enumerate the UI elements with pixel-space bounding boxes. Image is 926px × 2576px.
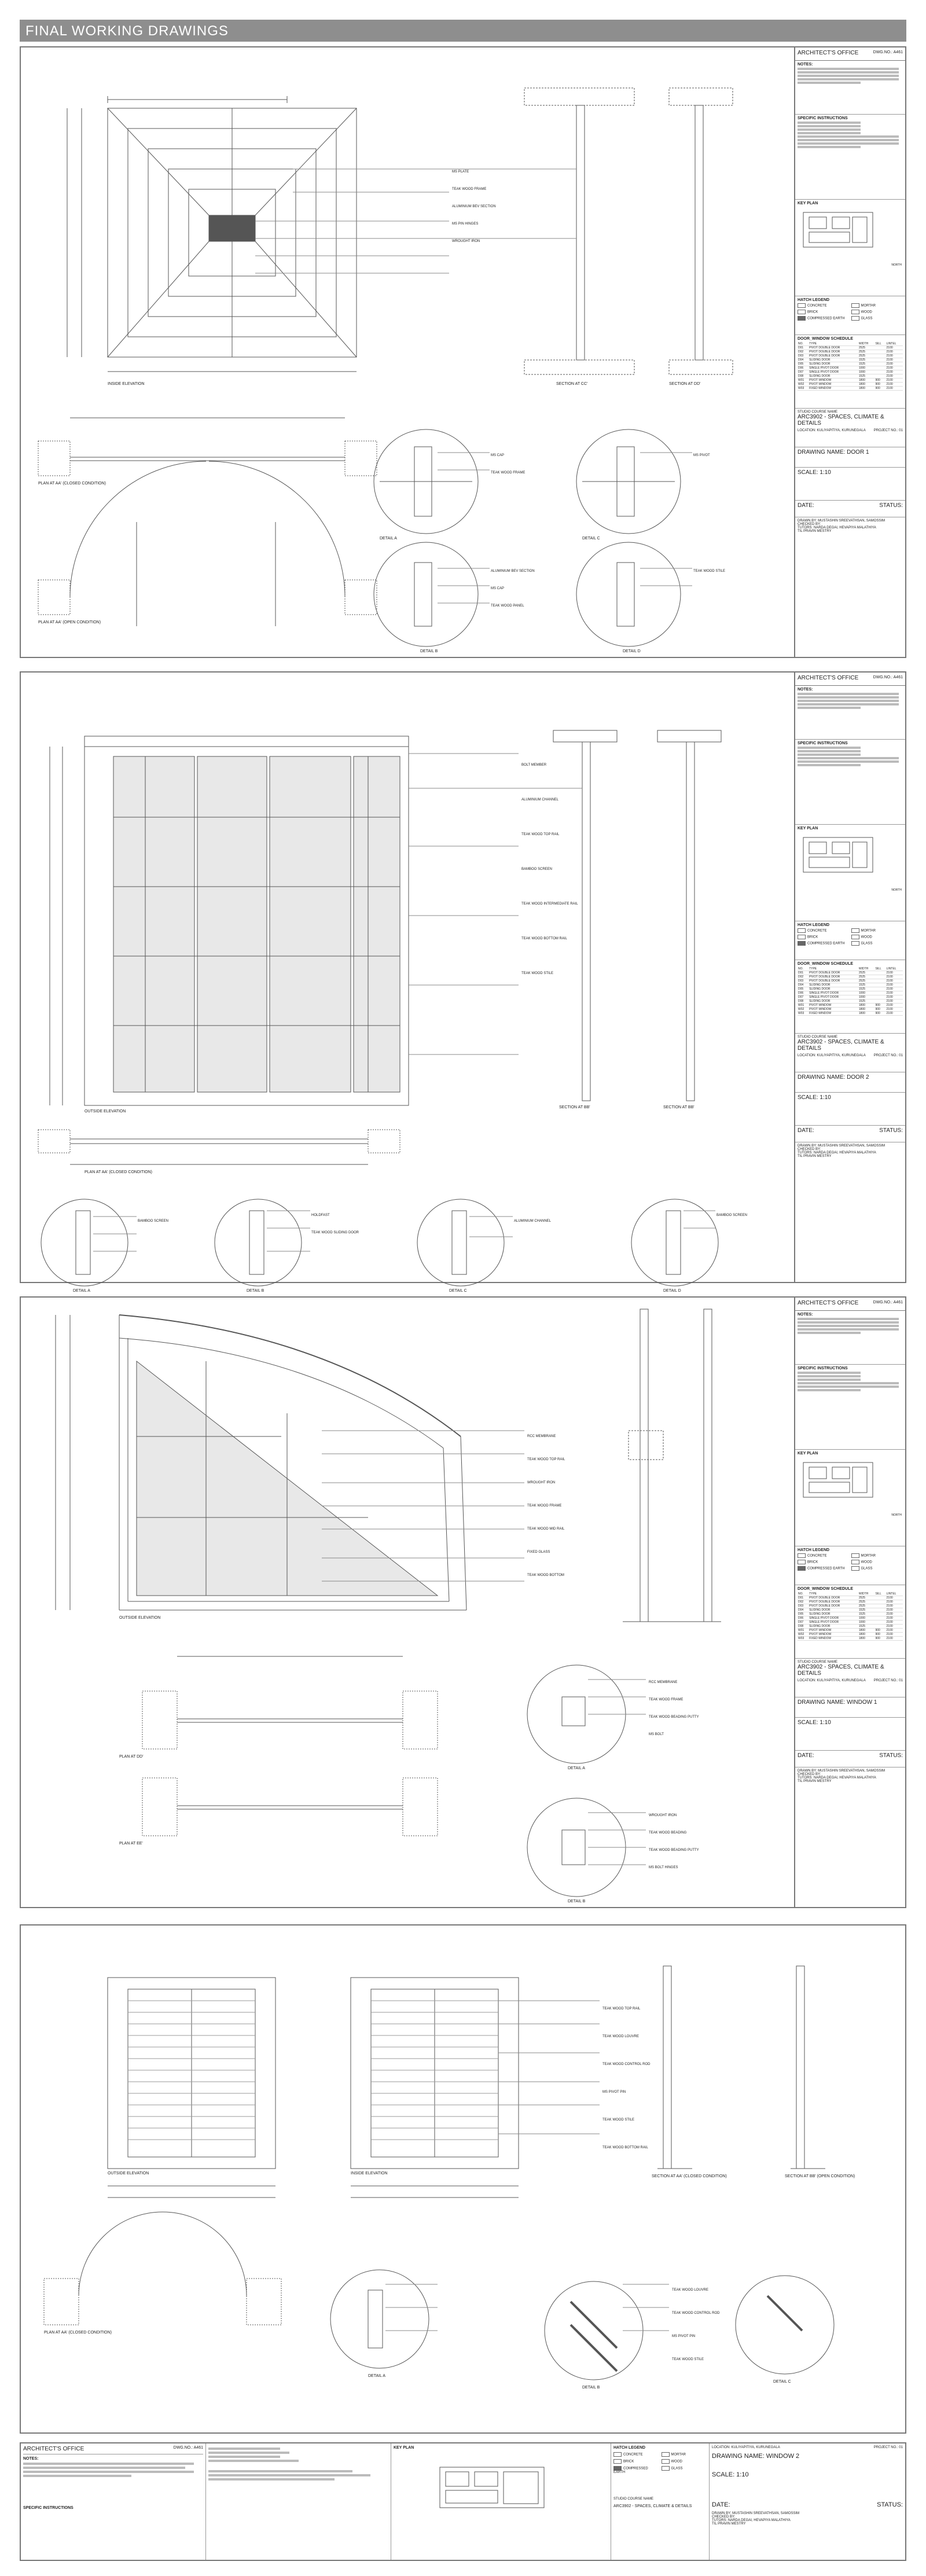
instructions-heading: SPECIFIC INSTRUCTIONS [798, 1366, 848, 1370]
tutors: TUTORS: NARDA DEGAI, HEVAPIYA MALATHIYA [798, 1151, 876, 1155]
section-bb-2 [686, 742, 694, 1101]
hatch-item: GLASS [851, 941, 903, 946]
date-label: DATE: [798, 502, 814, 509]
dwg-no: DWG.NO.: A461 [173, 2446, 203, 2450]
hatch-item: WOOD [851, 310, 903, 314]
key-plan-drawing [798, 832, 884, 878]
course-name: ARC3902 - SPACES, CLIMATE & DETAILS [798, 1039, 884, 1052]
office-name: ARCHITECT'S OFFICE [798, 1300, 859, 1306]
date-label: DATE: [798, 1127, 814, 1134]
drawing-name: DRAWING NAME: DOOR 2 [798, 1074, 869, 1081]
table-row: D06 SINGLE PIVOT DOOR 1000 2100 [798, 1616, 903, 1620]
schedule-table: NO. TYPE WIDTH SILL LINTEL D01 PIVOT DOUBLE DOOR 2525 2100 D02 PIVOT DOUBLE DOOR 2525 2100 D03 PIVOT DOUBLE DOOR 2525 2100 D04 SLIDING DOOR 1525 2100 D05 SLIDING DOOR 1525 2100 D06 SINGLE PIVOT DOOR 1000 2100 D07 SINGLE PIVOT DOOR 1000 2100 D08 SLIDING DOOR 1525 2100 W01 PIVOT WINDOW 1800 900 2100 W02 PIVOT WINDOW 1800 900 2100 W03 FIXED WINDOW 1800 900 2100 [798, 967, 903, 1016]
callouts-elevation [521, 748, 579, 991]
callout: ALUMINIUM CHANNEL [521, 798, 559, 802]
callout: WROUGHT IRON [527, 1481, 556, 1484]
office-name: ARCHITECT'S OFFICE [23, 2446, 84, 2452]
view-label-plan-closed: PLAN AT AA' (CLOSED CONDITION) [38, 482, 106, 486]
view-label-detail-b: DETAIL B [568, 1899, 586, 1903]
table-row: D07 SINGLE PIVOT DOOR 1000 2100 [798, 1620, 903, 1625]
dwg-no: DWG.NO.: A461 [873, 50, 903, 54]
course-name: ARC3902 - SPACES, CLIMATE & DETAILS [798, 414, 884, 427]
table-row: W02 PIVOT WINDOW 1800 900 2100 [798, 1633, 903, 1637]
tutors-2: TIL PRAVIN MESTRY [798, 1780, 832, 1783]
date-label: DATE: [712, 2501, 730, 2508]
table-row: D03 PIVOT DOUBLE DOOR 2525 2100 [798, 1604, 903, 1608]
view-label-plan-open: PLAN AT AA' (OPEN CONDITION) [38, 620, 101, 624]
table-row: D01 PIVOT DOUBLE DOOR 2525 2100 [798, 971, 903, 975]
callout: TEAK WOOD FRAME [491, 471, 526, 475]
hatch-legend-heading: HATCH LEGEND [798, 298, 830, 302]
table-row: D07 SINGLE PIVOT DOOR 1000 2100 [798, 995, 903, 999]
callout: TEAK WOOD TOP RAIL [527, 1458, 565, 1461]
table-row: D03 PIVOT DOUBLE DOOR 2525 2100 [798, 354, 903, 358]
table-row: W03 FIXED WINDOW 1800 900 2100 [798, 387, 903, 391]
drawn-by: DRAWN BY: MUSTASHIN SREEVATHSAN, SAMOSSIM [712, 2512, 800, 2515]
drawing-area [21, 673, 796, 1284]
scale: SCALE: 1:10 [712, 2471, 749, 2478]
callout: TEAK WOOD PANEL [491, 604, 524, 608]
callouts-detail-c [514, 1212, 572, 1230]
view-label-outside-elevation: OUTSIDE ELEVATION [119, 1616, 161, 1620]
schedule-table: NO. TYPE WIDTH SILL LINTEL D01 PIVOT DOUBLE DOOR 2525 2100 D02 PIVOT DOUBLE DOOR 2525 2100 D03 PIVOT DOUBLE DOOR 2525 2100 D04 SLIDING DOOR 1525 2100 D05 SLIDING DOOR 1525 2100 D06 SINGLE PIVOT DOOR 1000 2100 D07 SINGLE PIVOT DOOR 1000 2100 D08 SLIDING DOOR 1525 2100 W01 PIVOT WINDOW 1800 900 2100 W02 PIVOT WINDOW 1800 900 2100 W03 FIXED WINDOW 1800 900 2100 [798, 1592, 903, 1641]
drawing-name: DRAWING NAME: DOOR 1 [798, 449, 869, 455]
table-row: W01 PIVOT WINDOW 1800 900 2100 [798, 379, 903, 383]
dwg-no: DWG.NO.: A461 [873, 1300, 903, 1304]
key-plan-drawing [798, 207, 884, 253]
scale: SCALE: 1:10 [798, 1719, 831, 1726]
table-row: D05 SLIDING DOOR 1525 2100 [798, 1612, 903, 1616]
tutors-2: TIL PRAVIN MESTRY [712, 2522, 746, 2526]
location: LOCATION: KULIYAPITIYA, KURUNEGALA [798, 1679, 866, 1682]
view-label-plan-closed: PLAN AT AA' (CLOSED CONDITION) [84, 1170, 152, 1174]
title-block [794, 1298, 905, 1907]
view-label-detail-a: DETAIL A [73, 1289, 90, 1293]
location: LOCATION: KULIYAPITIYA, KURUNEGALA [712, 2446, 780, 2449]
callout: ALUMINIUM CHANNEL [514, 1219, 552, 1223]
drawn-by: DRAWN BY: MUSTASHIN SREEVATHSAN, SAMOSSIM [798, 1144, 885, 1148]
callouts-detail-a [491, 447, 549, 482]
hatch-item: COMPRESSED EARTH [798, 316, 850, 321]
callout: TEAK WOOD CONTROL ROD [602, 2063, 651, 2066]
table-row: W03 FIXED WINDOW 1800 900 2100 [798, 1012, 903, 1016]
callouts-detail-b [311, 1207, 369, 1241]
hatch-item: CONCRETE [613, 2452, 659, 2457]
drawing-name: DRAWING NAME: WINDOW 1 [798, 1699, 877, 1706]
view-label-detail-c: DETAIL C [449, 1289, 467, 1293]
table-row: D04 SLIDING DOOR 1525 2100 [798, 1608, 903, 1612]
callout: ALUMINIUM BEV SECTION [491, 569, 535, 573]
callouts-detail-c [693, 447, 751, 464]
hatch-item: WOOD [851, 935, 903, 939]
status-label: STATUS: [879, 502, 903, 509]
notes-heading: NOTES: [798, 688, 813, 692]
table-row: D08 SLIDING DOOR 1525 2100 [798, 374, 903, 379]
view-label-outside-elevation: OUTSIDE ELEVATION [108, 2171, 149, 2176]
callout: TEAK WOOD LOUVRE [672, 2288, 709, 2292]
view-label-detail-c: DETAIL C [773, 2380, 791, 2384]
callouts-detail-d [693, 563, 751, 580]
drawing-area [21, 47, 796, 659]
view-label-detail-b: DETAIL B [420, 649, 438, 653]
callout: TEAK WOOD MID RAIL [527, 1527, 565, 1531]
callout: MS CAP [491, 454, 505, 457]
table-row: W01 PIVOT WINDOW 1800 900 2100 [798, 1004, 903, 1008]
drawn-by: DRAWN BY: MUSTASHIN SREEVATHSAN, SAMOSSIM [798, 1769, 885, 1773]
hatch-item: CONCRETE [798, 1553, 850, 1558]
location: LOCATION: KULIYAPITIYA, KURUNEGALA [798, 1054, 866, 1057]
view-label-detail-d: DETAIL D [663, 1289, 681, 1293]
table-row: D06 SINGLE PIVOT DOOR 1000 2100 [798, 366, 903, 370]
course-name: ARC3902 - SPACES, CLIMATE & DETAILS [798, 1664, 884, 1677]
project-no: PROJECT NO.: 01 [873, 1054, 903, 1057]
view-label-detail-a: DETAIL A [568, 1766, 585, 1770]
hatch-item: GLASS [662, 2466, 707, 2474]
callout: TEAK WOOD BEADING PUTTY [649, 1715, 699, 1719]
page-banner [20, 20, 906, 42]
notes-heading: NOTES: [798, 1313, 813, 1317]
project-no: PROJECT NO.: 01 [873, 429, 903, 432]
view-label-detail-a: DETAIL A [368, 2374, 385, 2378]
callout: MS CAP [491, 587, 505, 590]
callout: TEAK WOOD INTERMEDIATE RAIL [521, 902, 578, 906]
status-label: STATUS: [879, 1752, 903, 1759]
callout: BAMBOO SCREEN [521, 868, 553, 871]
callout: MS BOLT HINGES [649, 1866, 678, 1869]
location: LOCATION: KULIYAPITIYA, KURUNEGALA [798, 429, 866, 432]
table-row: D02 PIVOT DOUBLE DOOR 2525 2100 [798, 350, 903, 354]
drawing-name: DRAWING NAME: WINDOW 2 [712, 2453, 800, 2460]
detail-c [417, 1199, 504, 1286]
dwg-no: DWG.NO.: A461 [873, 675, 903, 679]
table-row: D08 SLIDING DOOR 1525 2100 [798, 1625, 903, 1629]
hatch-item: BRICK [613, 2459, 659, 2464]
table-row: W02 PIVOT WINDOW 1800 900 2100 [798, 383, 903, 387]
schedule-heading: DOOR_WINDOW SCHEDULE [798, 1587, 854, 1591]
hatch-item: COMPRESSED EARTH [798, 1566, 850, 1571]
instructions-heading: SPECIFIC INSTRUCTIONS [798, 741, 848, 745]
callouts-detail-b [649, 1807, 718, 1876]
status-label: STATUS: [877, 2501, 903, 2508]
callout: MS PLATE [452, 170, 469, 174]
hatch-item: MORTAR [851, 928, 903, 933]
tutors: TUTORS: NARDA DEGAI, HEVAPIYA MALATHIYA [798, 1776, 876, 1780]
callout: MS PIN HINGES [452, 222, 479, 226]
table-row: D07 SINGLE PIVOT DOOR 1000 2100 [798, 370, 903, 374]
drawn-by: DRAWN BY: MUSTASHIN SREEVATHSAN, SAMOSSIM [798, 519, 885, 523]
view-label-detail-b: DETAIL B [582, 2386, 600, 2390]
tutors-2: TIL PRAVIN MESTRY [798, 1155, 832, 1158]
schedule-heading: DOOR_WINDOW SCHEDULE [798, 337, 854, 341]
callout: TEAK WOOD SLIDING DOOR [311, 1231, 359, 1234]
table-row: D06 SINGLE PIVOT DOOR 1000 2100 [798, 991, 903, 995]
view-label-inside-elevation: INSIDE ELEVATION [351, 2171, 388, 2176]
key-plan-heading: KEY PLAN [394, 2446, 414, 2450]
callouts-detail-a [649, 1674, 718, 1743]
callout: HOLDFAST [311, 1214, 330, 1217]
table-row: D05 SLIDING DOOR 1525 2100 [798, 362, 903, 366]
sheet-3 [20, 1296, 906, 1908]
key-plan-drawing [798, 1457, 884, 1503]
hatch-item: MORTAR [851, 303, 903, 308]
drawing-area [21, 1925, 905, 2435]
hatch-item: BRICK [798, 310, 850, 314]
north-arrow: NORTH [891, 1513, 902, 1517]
view-label-detail-c: DETAIL C [582, 536, 600, 541]
callout: TEAK WOOD FRAME [527, 1504, 562, 1508]
north-arrow: NORTH [891, 888, 902, 892]
project-no: PROJECT NO.: 01 [873, 1679, 903, 1682]
sheet-1 [20, 46, 906, 658]
callouts-detail-b [672, 2279, 736, 2371]
course-name: ARC3902 - SPACES, CLIMATE & DETAILS [613, 2504, 692, 2508]
table-row: D02 PIVOT DOUBLE DOOR 2525 2100 [798, 1600, 903, 1604]
callout: TEAK WOOD BOTTOM RAIL [602, 2146, 648, 2149]
table-row: D05 SLIDING DOOR 1525 2100 [798, 987, 903, 991]
scale: SCALE: 1:10 [798, 469, 831, 476]
schedule-table: NO. TYPE WIDTH SILL LINTEL D01 PIVOT DOUBLE DOOR 2525 2100 D02 PIVOT DOUBLE DOOR 2525 2100 D03 PIVOT DOUBLE DOOR 2525 2100 D04 SLIDING DOOR 1525 2100 D05 SLIDING DOOR 1525 2100 D06 SINGLE PIVOT DOOR 1000 2100 D07 SINGLE PIVOT DOOR 1000 2100 D08 SLIDING DOOR 1525 2100 W01 PIVOT WINDOW 1800 900 2100 W02 PIVOT WINDOW 1800 900 2100 W03 FIXED WINDOW 1800 900 2100 [798, 342, 903, 391]
view-label-plan-ee: PLAN AT EE' [119, 1842, 143, 1846]
key-plan-heading: KEY PLAN [798, 826, 818, 831]
callout: TEAK WOOD BOTTOM RAIL [521, 937, 567, 940]
tutors-2: TIL PRAVIN MESTRY [798, 530, 832, 533]
hatch-item: WOOD [851, 1560, 903, 1564]
callout: TEAK WOOD BOTTOM [527, 1574, 564, 1577]
detail-c [736, 2276, 834, 2374]
table-row: D02 PIVOT DOUBLE DOOR 2525 2100 [798, 975, 903, 979]
callouts-detail-d [716, 1207, 769, 1224]
view-label-section-cc: SECTION AT CC' [556, 382, 588, 386]
callout: ALUMINIUM BEV SECTION [452, 205, 496, 208]
office-name: ARCHITECT'S OFFICE [798, 50, 859, 56]
callout: TEAK WOOD TOP RAIL [521, 833, 560, 836]
hatch-item: MORTAR [851, 1553, 903, 1558]
callout: TEAK WOOD LOUVRE [602, 2035, 640, 2038]
project-no: PROJECT NO.: 01 [873, 2446, 903, 2449]
callout: TEAK WOOD CONTROL ROD [672, 2312, 720, 2315]
hatch-item: CONCRETE [798, 303, 850, 308]
view-label-outside-elevation: OUTSIDE ELEVATION [84, 1109, 126, 1114]
view-label-detail-d: DETAIL D [623, 649, 641, 653]
sheet-2 [20, 671, 906, 1293]
callouts-elevation [602, 1995, 666, 2162]
bottom-title-block [20, 2442, 906, 2561]
view-label-section-dd: SECTION AT DD' [669, 382, 701, 386]
studio-label: STUDIO COURSE NAME [798, 1035, 838, 1039]
section-cc [576, 105, 585, 360]
callout: MS PIVOT PIN [602, 2090, 626, 2094]
callouts-elevation [452, 163, 527, 250]
studio-label: STUDIO COURSE NAME [798, 410, 838, 414]
elevation-frame [108, 108, 357, 357]
hatch-legend-heading: HATCH LEGEND [798, 1548, 830, 1552]
detail-b [215, 1199, 302, 1286]
checked-by: CHECKED BY: [798, 1773, 821, 1776]
callout: TEAK WOOD FRAME [452, 188, 487, 191]
callout: WROUGHT IRON [649, 1814, 677, 1817]
table-row: W02 PIVOT WINDOW 1800 900 2100 [798, 1008, 903, 1012]
callout: TEAK WOOD STILE [521, 972, 554, 975]
section-bb [582, 742, 590, 1101]
view-label-plan-dd: PLAN AT DD' [119, 1755, 144, 1759]
callout: WROUGHT IRON [452, 240, 480, 243]
tutors: TUTORS: NARDA DEGAI, HEVAPIYA MALATHIYA [798, 526, 876, 530]
callout: RCC MEMBRANE [649, 1681, 678, 1684]
view-label-section-bb-2: SECTION AT BB' [663, 1105, 694, 1109]
detail-b [374, 542, 478, 646]
callout: TEAK WOOD STILE [602, 2118, 635, 2122]
key-plan-drawing [434, 2461, 550, 2519]
key-plan-heading: KEY PLAN [798, 201, 818, 205]
hatch-item: WOOD [662, 2459, 707, 2464]
view-label-section-bb: SECTION AT BB' [559, 1105, 590, 1109]
table-row: D01 PIVOT DOUBLE DOOR 2525 2100 [798, 1596, 903, 1600]
view-label-plan-closed: PLAN AT AA' (CLOSED CONDITION) [44, 2331, 112, 2335]
checked-by: CHECKED BY: [798, 523, 821, 526]
callout: MS BOLT [649, 1733, 664, 1736]
callout: MS PIVOT PIN [672, 2335, 696, 2338]
callout: TEAK WOOD BEADING [649, 1831, 687, 1835]
view-label-inside-elevation: INSIDE ELEVATION [108, 382, 145, 386]
callout: BAMBOO SCREEN [138, 1219, 169, 1223]
view-label-detail-b: DETAIL B [247, 1289, 264, 1293]
table-row: W03 FIXED WINDOW 1800 900 2100 [798, 1637, 903, 1641]
callout: MS PIVOT [693, 454, 710, 457]
table-row: D03 PIVOT DOUBLE DOOR 2525 2100 [798, 979, 903, 983]
hatch-item: CONCRETE [798, 928, 850, 933]
key-plan-heading: KEY PLAN [798, 1451, 818, 1456]
hatch-item: GLASS [851, 316, 903, 321]
callouts-detail-b [491, 563, 549, 615]
callout: TEAK WOOD FRAME [649, 1698, 684, 1702]
instructions-heading: SPECIFIC INSTRUCTIONS [798, 116, 848, 120]
view-label-section-aa: SECTION AT AA' (CLOSED CONDITION) [652, 2174, 727, 2178]
sheet-4 [20, 1924, 906, 2434]
checked-by: CHECKED BY: [712, 2515, 736, 2519]
north-arrow: NORTH [891, 263, 902, 267]
table-row: D04 SLIDING DOOR 1525 2100 [798, 358, 903, 362]
callouts-detail-a [138, 1212, 190, 1230]
notes-heading: NOTES: [23, 2457, 39, 2461]
date-label: DATE: [798, 1752, 814, 1759]
detail-d [576, 542, 681, 646]
callout: TEAK WOOD STILE [672, 2358, 704, 2361]
view-label-section-bb: SECTION AT BB' (OPEN CONDITION) [785, 2174, 855, 2178]
instructions-heading: SPECIFIC INSTRUCTIONS [23, 2506, 74, 2510]
schedule-heading: DOOR_WINDOW SCHEDULE [798, 962, 854, 966]
status-label: STATUS: [879, 1127, 903, 1134]
title-block [794, 673, 905, 1282]
callouts-elevation [527, 1425, 591, 1587]
section-dd [695, 105, 703, 360]
title-block [794, 47, 905, 657]
table-row: D01 PIVOT DOUBLE DOOR 2525 2100 [798, 346, 903, 350]
tutors: TUTORS: NARDA DEGAI, HEVAPIYA MALATHIYA [712, 2519, 791, 2522]
hatch-legend-heading: HATCH LEGEND [613, 2446, 646, 2450]
table-row: W01 PIVOT WINDOW 1800 900 2100 [798, 1629, 903, 1633]
checked-by: CHECKED BY: [798, 1148, 821, 1151]
scale: SCALE: 1:10 [798, 1094, 831, 1101]
hatch-item: BRICK [798, 1560, 850, 1564]
office-name: ARCHITECT'S OFFICE [798, 675, 859, 681]
table-row: D04 SLIDING DOOR 1525 2100 [798, 983, 903, 987]
hatch-item: COMPRESSED EARTH [798, 941, 850, 946]
callout: TEAK WOOD BEADING PUTTY [649, 1849, 699, 1852]
studio-label: STUDIO COURSE NAME [798, 1660, 838, 1664]
hatch-item: MORTAR [662, 2452, 707, 2457]
notes-heading: NOTES: [798, 63, 813, 67]
studio-label: STUDIO COURSE NAME [613, 2497, 654, 2501]
callout: BOLT MEMBER [521, 763, 547, 767]
callout: TEAK WOOD TOP RAIL [602, 2007, 641, 2011]
callout: BAMBOO SCREEN [716, 1214, 748, 1217]
hatch-item: BRICK [798, 935, 850, 939]
detail-a [41, 1199, 128, 1286]
hatch-item: COMPRESSED EARTH [613, 2467, 648, 2474]
detail-d [631, 1199, 718, 1286]
callout: RCC MEMBRANE [527, 1435, 556, 1438]
view-label-detail-a: DETAIL A [380, 536, 397, 541]
page-title: FINAL WORKING DRAWINGS [25, 23, 229, 39]
table-row: D08 SLIDING DOOR 1525 2100 [798, 999, 903, 1004]
callout: FIXED GLASS [527, 1550, 550, 1554]
callout: TEAK WOOD STILE [693, 569, 726, 573]
hatch-item: GLASS [851, 1566, 903, 1571]
hatch-legend-heading: HATCH LEGEND [798, 923, 830, 927]
